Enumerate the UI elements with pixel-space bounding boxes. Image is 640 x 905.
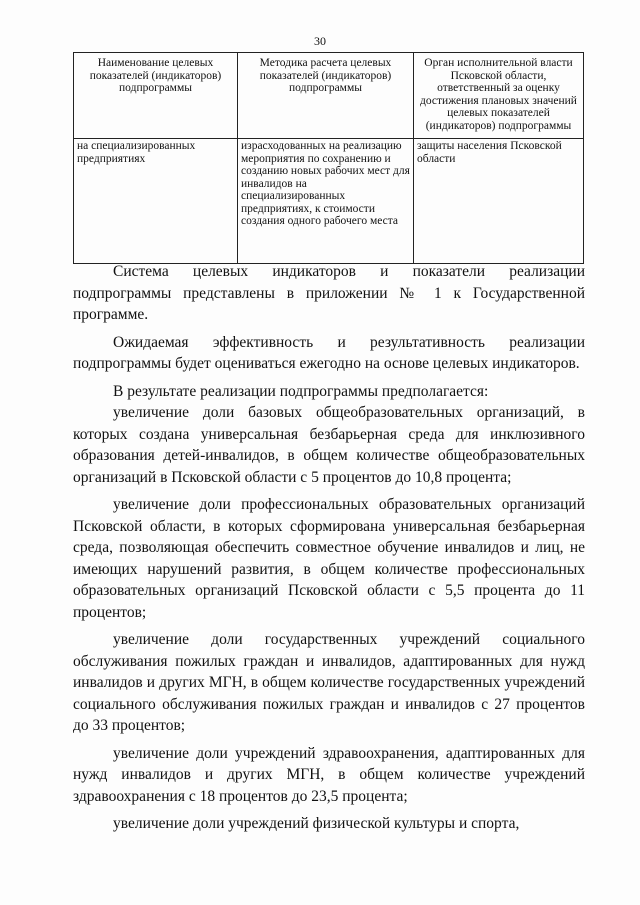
header-indicator-name: Наименование целевых показателей (индикаторов) подпрограммы [74,53,238,139]
paragraph-professional-education: увеличение доли профессиональных образовательных организаций Псковской области, в которых сформирована универсальная безбарьерная среда, позволяющая обеспечить совместное обучение инвалидов и лиц, не имеющих нарушений развития, в общем количестве профессиональных образовательных организаций Псковской области с 5,5 процента до 11 процентов; [73,496,585,621]
table-row [74,139,584,264]
paragraph-general-education: увеличение доли базовых общеобразовательных организаций, в которых создана универсальная безбарьерная среда для инклюзивного образования детей-инвалидов, в общем количестве общеобразовательных организаций в Псковской области с 5 процентов до 10,8 процента; [73,404,585,486]
page-number: 30 [314,34,326,48]
paragraph-social-services: увеличение доли государственных учреждений социального обслуживания пожилых граждан и инвалидов, адаптированных для нужд инвалидов и других МГН, в общем количестве государственных учреждений социального обслуживания пожилых граждан и инвалидов с 27 процентов до 33 процентов; [73,631,585,734]
paragraph-sports: увеличение доли учреждений физической культуры и спорта, [113,815,520,832]
paragraph-results-intro: В результате реализации подпрограммы предполагается: [113,382,489,400]
paragraph-expected-efficiency: Ожидаемая эффективность и результативность реализации подпрограммы будет оцениваться ежегодно на основе целевых индикаторов. [73,333,585,372]
cell-calculation-method: израсходованных на реализацию мероприятия по сохранению и созданию новых рабочих мест для инвалидов на специализированных предприятиях, к стоимости создания одного рабочего места [238,139,414,264]
indicators-table [73,52,584,264]
header-responsible-body: Орган исполнительной власти Псковской области, ответственный за оценку достижения плановых значений целевых показателей (индикаторов) подпрограммы [414,53,584,139]
cell-indicator-name: на специализированных предприятиях [74,139,238,264]
paragraph-indicators-system: Система целевых индикаторов и показатели реализации подпрограммы представлены в приложении № 1 к Государственной программе. [73,263,585,323]
table-header-row [74,53,584,139]
paragraph-healthcare: увеличение доли учреждений здравоохранения, адаптированных для нужд инвалидов и других МГН, в общем количестве учреждений здравоохранения с 18 процентов до 23,5 процента; [73,744,585,805]
cell-responsible-body: защиты населения Псковской области [414,139,584,264]
header-calculation-method: Методика расчета целевых показателей (индикаторов) подпрограммы [238,53,414,139]
document-body [73,261,585,841]
